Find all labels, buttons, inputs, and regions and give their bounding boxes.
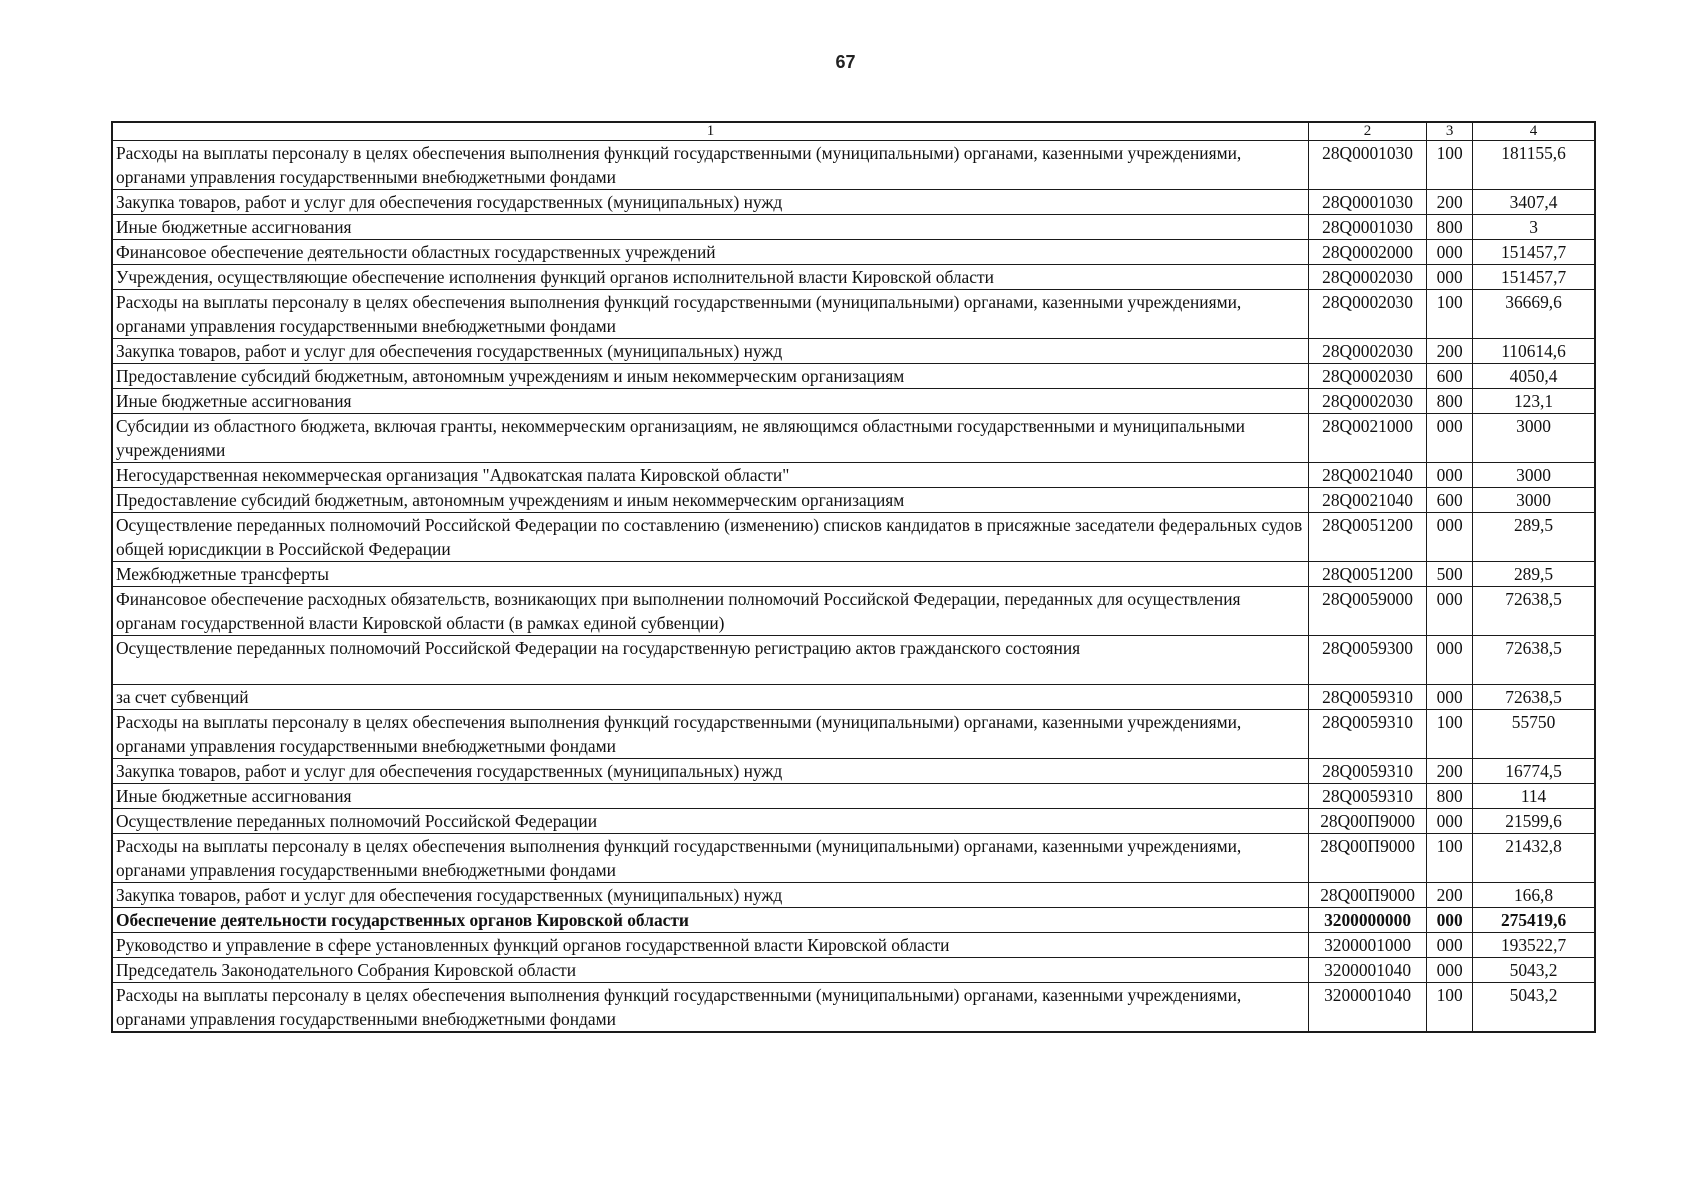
expenditure-name-cell: Иные бюджетные ассигнования	[112, 389, 1308, 414]
table-row	[112, 809, 1595, 834]
expenditure-name-cell: Обеспечение деятельности государственных органов Кировской области	[112, 908, 1308, 933]
expenditure-name-cell: Финансовое обеспечение расходных обязательств, возникающих при выполнении полномочий Российской Федерации, переданных для осуществления органам государственной власти Кировской области (в рамках единой субвенции)	[112, 587, 1308, 636]
expenditure-name-cell: Субсидии из областного бюджета, включая гранты, некоммерческим организациям, не являющимся областными государственными и муниципальными учреждениями	[112, 414, 1308, 463]
amount-cell: 181155,6	[1473, 141, 1595, 190]
expense-type-cell: 500	[1427, 562, 1473, 587]
page-number: 67	[835, 52, 856, 72]
expense-type-cell: 100	[1427, 834, 1473, 883]
amount-cell: 72638,5	[1473, 587, 1595, 636]
target-code-cell: 28Q00П9000	[1308, 809, 1426, 834]
amount-cell: 3000	[1473, 414, 1595, 463]
expenditure-name-cell: Межбюджетные трансферты	[112, 562, 1308, 587]
amount-cell: 193522,7	[1473, 933, 1595, 958]
expenditure-name-cell: Иные бюджетные ассигнования	[112, 215, 1308, 240]
header-row	[112, 122, 1595, 141]
amount-cell: 289,5	[1473, 513, 1595, 562]
amount-cell: 16774,5	[1473, 759, 1595, 784]
expenditure-name-cell: Предоставление субсидий бюджетным, автономным учреждениям и иным некоммерческим организациям	[112, 364, 1308, 389]
amount-cell: 72638,5	[1473, 636, 1595, 685]
expenditure-name-cell: Руководство и управление в сфере установленных функций органов государственной власти Кировской области	[112, 933, 1308, 958]
target-code-cell: 28Q0002030	[1308, 265, 1426, 290]
target-code-cell: 28Q00П9000	[1308, 883, 1426, 908]
expense-type-cell: 200	[1427, 190, 1473, 215]
amount-cell: 166,8	[1473, 883, 1595, 908]
amount-cell: 21599,6	[1473, 809, 1595, 834]
column-header-code: 2	[1308, 122, 1426, 141]
target-code-cell: 28Q0002030	[1308, 290, 1426, 339]
table-row	[112, 587, 1595, 636]
amount-cell: 5043,2	[1473, 958, 1595, 983]
amount-cell: 55750	[1473, 710, 1595, 759]
target-code-cell: 3200001040	[1308, 983, 1426, 1033]
target-code-cell: 28Q0059310	[1308, 759, 1426, 784]
expenditure-name-cell: Закупка товаров, работ и услуг для обеспечения государственных (муниципальных) нужд	[112, 190, 1308, 215]
expenditure-name-cell: Расходы на выплаты персоналу в целях обеспечения выполнения функций государственными (муниципальными) органами, казенными учреждениями, органами управления государственными внебюджетными фондами	[112, 290, 1308, 339]
target-code-cell: 28Q0002030	[1308, 339, 1426, 364]
expenditure-name-cell: Осуществление переданных полномочий Российской Федерации на государственную регистрацию актов гражданского состояния	[112, 636, 1308, 685]
expenditure-name-cell: Расходы на выплаты персоналу в целях обеспечения выполнения функций государственными (муниципальными) органами, казенными учреждениями, органами управления государственными внебюджетными фондами	[112, 141, 1308, 190]
expense-type-cell: 100	[1427, 290, 1473, 339]
expenditure-name-cell: Осуществление переданных полномочий Российской Федерации по составлению (изменению) списков кандидатов в присяжные заседатели федеральных судов общей юрисдикции в Российской Федерации	[112, 513, 1308, 562]
expense-type-cell: 000	[1427, 685, 1473, 710]
target-code-cell: 28Q00П9000	[1308, 834, 1426, 883]
table-row	[112, 364, 1595, 389]
target-code-cell: 28Q0001030	[1308, 215, 1426, 240]
amount-cell: 114	[1473, 784, 1595, 809]
column-header-type: 3	[1427, 122, 1473, 141]
expenditure-name-cell: Закупка товаров, работ и услуг для обеспечения государственных (муниципальных) нужд	[112, 339, 1308, 364]
target-code-cell: 28Q0051200	[1308, 513, 1426, 562]
table-row	[112, 240, 1595, 265]
target-code-cell: 28Q0021040	[1308, 488, 1426, 513]
expenditure-name-cell: Иные бюджетные ассигнования	[112, 784, 1308, 809]
amount-cell: 5043,2	[1473, 983, 1595, 1033]
table-row	[112, 834, 1595, 883]
amount-cell: 3	[1473, 215, 1595, 240]
amount-cell: 21432,8	[1473, 834, 1595, 883]
target-code-cell: 28Q0002030	[1308, 364, 1426, 389]
expense-type-cell: 000	[1427, 587, 1473, 636]
target-code-cell: 3200001000	[1308, 933, 1426, 958]
expenditure-name-cell: Учреждения, осуществляющие обеспечение исполнения функций органов исполнительной власти Кировской области	[112, 265, 1308, 290]
amount-cell: 36669,6	[1473, 290, 1595, 339]
target-code-cell: 28Q0059310	[1308, 685, 1426, 710]
amount-cell: 4050,4	[1473, 364, 1595, 389]
expense-type-cell: 000	[1427, 636, 1473, 685]
expenditure-name-cell: Закупка товаров, работ и услуг для обеспечения государственных (муниципальных) нужд	[112, 883, 1308, 908]
expense-type-cell: 000	[1427, 958, 1473, 983]
target-code-cell: 28Q0059300	[1308, 636, 1426, 685]
amount-cell: 72638,5	[1473, 685, 1595, 710]
target-code-cell: 28Q0051200	[1308, 562, 1426, 587]
table-row	[112, 215, 1595, 240]
expense-type-cell: 000	[1427, 809, 1473, 834]
table-row	[112, 685, 1595, 710]
amount-cell: 275419,6	[1473, 908, 1595, 933]
target-code-cell: 3200000000	[1308, 908, 1426, 933]
expense-type-cell: 800	[1427, 215, 1473, 240]
amount-cell: 151457,7	[1473, 265, 1595, 290]
expenditure-name-cell: Расходы на выплаты персоналу в целях обеспечения выполнения функций государственными (муниципальными) органами, казенными учреждениями, органами управления государственными внебюджетными фондами	[112, 983, 1308, 1033]
table-row	[112, 190, 1595, 215]
expense-type-cell: 000	[1427, 240, 1473, 265]
table-row	[112, 908, 1595, 933]
expenditure-name-cell: Закупка товаров, работ и услуг для обеспечения государственных (муниципальных) нужд	[112, 759, 1308, 784]
expense-type-cell: 200	[1427, 759, 1473, 784]
table-row	[112, 759, 1595, 784]
table-row	[112, 290, 1595, 339]
expense-type-cell: 000	[1427, 414, 1473, 463]
expense-type-cell: 600	[1427, 364, 1473, 389]
target-code-cell: 28Q0002030	[1308, 389, 1426, 414]
table-row	[112, 414, 1595, 463]
table-row	[112, 933, 1595, 958]
amount-cell: 123,1	[1473, 389, 1595, 414]
expenditure-name-cell: Негосударственная некоммерческая организация "Адвокатская палата Кировской области"	[112, 463, 1308, 488]
amount-cell: 3000	[1473, 488, 1595, 513]
expense-type-cell: 800	[1427, 389, 1473, 414]
table-row	[112, 463, 1595, 488]
target-code-cell: 28Q0021000	[1308, 414, 1426, 463]
table-row	[112, 958, 1595, 983]
expenditure-name-cell: Расходы на выплаты персоналу в целях обеспечения выполнения функций государственными (муниципальными) органами, казенными учреждениями, органами управления государственными внебюджетными фондами	[112, 710, 1308, 759]
target-code-cell: 28Q0059310	[1308, 784, 1426, 809]
table-row	[112, 513, 1595, 562]
amount-cell: 289,5	[1473, 562, 1595, 587]
expense-type-cell: 000	[1427, 463, 1473, 488]
amount-cell: 151457,7	[1473, 240, 1595, 265]
expense-type-cell: 200	[1427, 339, 1473, 364]
expenditure-name-cell: Осуществление переданных полномочий Российской Федерации	[112, 809, 1308, 834]
table-row	[112, 265, 1595, 290]
amount-cell: 110614,6	[1473, 339, 1595, 364]
table-row	[112, 562, 1595, 587]
target-code-cell: 28Q0059000	[1308, 587, 1426, 636]
table-row	[112, 710, 1595, 759]
table-row	[112, 636, 1595, 685]
table-row	[112, 883, 1595, 908]
expenditure-name-cell: Финансовое обеспечение деятельности областных государственных учреждений	[112, 240, 1308, 265]
expense-type-cell: 200	[1427, 883, 1473, 908]
expense-type-cell: 100	[1427, 141, 1473, 190]
target-code-cell: 28Q0021040	[1308, 463, 1426, 488]
expense-type-cell: 100	[1427, 983, 1473, 1033]
expense-type-cell: 100	[1427, 710, 1473, 759]
table-row	[112, 389, 1595, 414]
budget-table	[111, 121, 1596, 1033]
target-code-cell: 28Q0059310	[1308, 710, 1426, 759]
target-code-cell: 28Q0002000	[1308, 240, 1426, 265]
table-row	[112, 488, 1595, 513]
target-code-cell: 28Q0001030	[1308, 190, 1426, 215]
expense-type-cell: 000	[1427, 265, 1473, 290]
expense-type-cell: 000	[1427, 908, 1473, 933]
table-row	[112, 983, 1595, 1033]
expenditure-name-cell: Председатель Законодательного Собрания Кировской области	[112, 958, 1308, 983]
table-row	[112, 141, 1595, 190]
amount-cell: 3000	[1473, 463, 1595, 488]
expense-type-cell: 000	[1427, 933, 1473, 958]
expense-type-cell: 000	[1427, 513, 1473, 562]
amount-cell: 3407,4	[1473, 190, 1595, 215]
expenditure-name-cell: Расходы на выплаты персоналу в целях обеспечения выполнения функций государственными (муниципальными) органами, казенными учреждениями, органами управления государственными внебюджетными фондами	[112, 834, 1308, 883]
column-header-name: 1	[112, 122, 1308, 141]
column-header-sum: 4	[1473, 122, 1595, 141]
expenditure-name-cell: Предоставление субсидий бюджетным, автономным учреждениям и иным некоммерческим организациям	[112, 488, 1308, 513]
expense-type-cell: 600	[1427, 488, 1473, 513]
table-row	[112, 339, 1595, 364]
table-body	[112, 141, 1595, 1033]
target-code-cell: 28Q0001030	[1308, 141, 1426, 190]
expense-type-cell: 800	[1427, 784, 1473, 809]
table-row	[112, 784, 1595, 809]
target-code-cell: 3200001040	[1308, 958, 1426, 983]
expenditure-name-cell: за счет субвенций	[112, 685, 1308, 710]
